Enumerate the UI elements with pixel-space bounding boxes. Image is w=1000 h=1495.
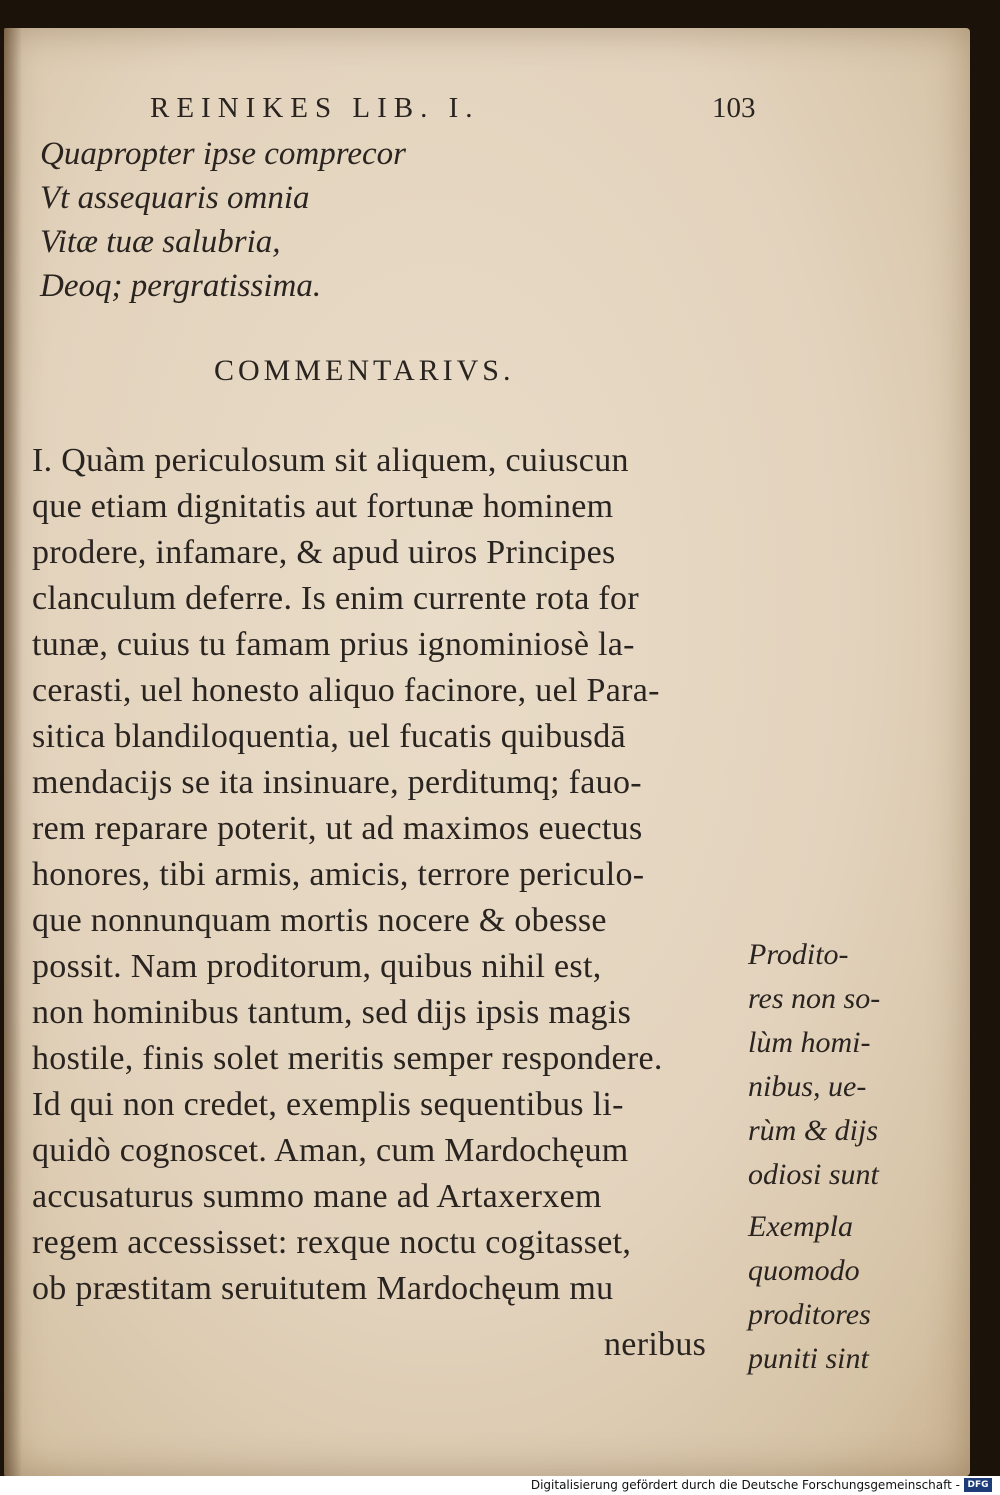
body-line: hostile, finis solet meritis semper respondere.: [32, 1040, 663, 1077]
funding-credit: Digitalisierung gefördert durch die Deutsche Forschungsgemeinschaft -: [530, 1478, 960, 1492]
section-heading: COMMENTARIVS.: [214, 354, 515, 387]
catchword: neribus: [604, 1326, 707, 1363]
dfg-logo-icon: DFG: [964, 1478, 992, 1492]
body-line: non hominibus tantum, sed dijs ipsis magis: [32, 994, 632, 1031]
marginal-note: res non so-: [748, 982, 881, 1015]
verse-line: Deoq; pergratissima.: [40, 268, 322, 304]
marginal-note: rùm & dijs: [748, 1114, 879, 1147]
body-line: clanculum deferre. Is enim currente rota for: [32, 580, 639, 617]
footer-bar: [0, 1476, 1000, 1495]
verse-line: Vitæ tuæ salubria,: [40, 224, 281, 260]
body-line: Id qui non credet, exemplis sequentibus li-: [32, 1086, 624, 1123]
body-line: sitica blandiloquentia, uel fucatis quibusdā: [32, 718, 626, 755]
marginal-note: puniti sint: [748, 1342, 869, 1375]
body-line: regem accessisset: rexque noctu cogitasset,: [32, 1224, 632, 1261]
marginal-note: quomodo: [748, 1254, 860, 1287]
body-line: quidò cognoscet. Aman, cum Mardochęum: [32, 1132, 629, 1169]
page-number: 103: [712, 92, 756, 124]
body-line: tunæ, cuius tu famam prius ignominiosè la-: [32, 626, 635, 663]
body-line: que nonnunquam mortis nocere & obesse: [32, 902, 607, 939]
marginal-note: Prodito-: [748, 938, 849, 971]
running-head: REINIKES LIB. I.: [150, 92, 480, 124]
marginal-note: Exempla: [748, 1210, 853, 1243]
body-line: ob præstitam seruitutem Mardochęum mu: [32, 1270, 614, 1307]
body-line: honores, tibi armis, amicis, terrore periculo-: [32, 856, 645, 893]
verse-line: Vt assequaris omnia: [40, 180, 310, 216]
page-gutter-shadow: [4, 28, 22, 1476]
body-line: que etiam dignitatis aut fortunæ hominem: [32, 488, 614, 525]
marginal-note: proditores: [748, 1298, 871, 1331]
body-line: accusaturus summo mane ad Artaxerxem: [32, 1178, 602, 1215]
body-line: cerasti, uel honesto aliquo facinore, uel Para-: [32, 672, 660, 709]
marginal-note: lùm homi-: [748, 1026, 871, 1059]
body-line: I. Quàm periculosum sit aliquem, cuiuscun: [32, 442, 629, 479]
body-line: rem reparare poterit, ut ad maximos euectus: [32, 810, 643, 847]
body-line: possit. Nam proditorum, quibus nihil est,: [32, 948, 602, 985]
body-line: mendacijs se ita insinuare, perditumq; fauo-: [32, 764, 642, 801]
body-line: prodere, infamare, & apud uiros Principes: [32, 534, 616, 571]
verse-line: Quapropter ipse comprecor: [40, 136, 406, 172]
marginal-note: nibus, ue-: [748, 1070, 867, 1103]
marginal-note: odiosi sunt: [748, 1158, 879, 1191]
